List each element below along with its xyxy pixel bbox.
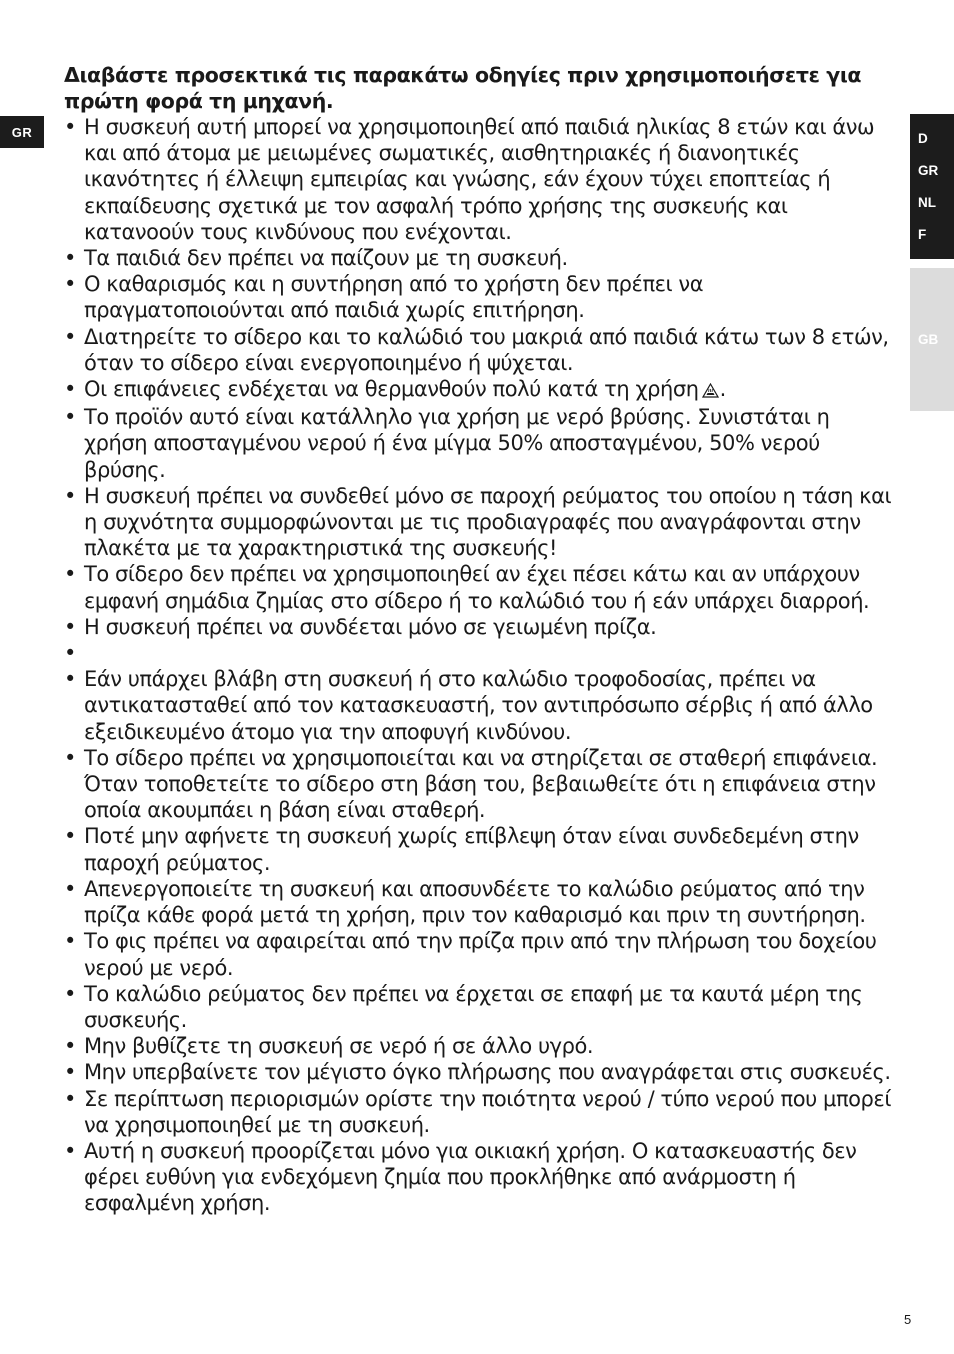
bullet: • [64,272,76,297]
list-item [64,245,894,271]
bullet: • [64,981,76,1006]
list-item [64,666,894,745]
list-item [64,1138,894,1217]
bullet: • [64,115,76,139]
instructions-list [64,114,894,1217]
bullet: • [64,667,76,692]
list-item-text: Η συσκευή πρέπει να συνδεθεί μόνο σε παροχή ρεύματος του οποίου η τάση και η συχνότητα συμμορφώνονται με τις προδιαγραφές που αναγράφονται στην πλακέτα με τα χαρακτηριστικά της συσκευής! [84,483,892,561]
language-index-current [910,114,954,259]
list-item [64,404,894,483]
language-index-item: GR [918,163,939,178]
list-item [64,614,894,640]
list-item-text-suffix: . [719,377,726,402]
bullet: • [64,1138,76,1163]
bullet: • [64,1034,76,1059]
page-number: 5 [904,1312,912,1327]
instructions-heading: Διαβάστε προσεκτικά τις παρακάτω οδηγίες πριν χρησιμοποιήσετε για πρώτη φορά τη μηχανή. [64,63,862,113]
bullet: • [64,929,76,954]
bullet: • [64,876,76,901]
list-item [64,745,894,824]
list-item [64,324,894,376]
hot-surface-warning-icon [702,378,719,404]
bullet: • [64,405,76,430]
list-item [64,876,894,928]
list-item-text: Το φις πρέπει να αφαιρείται από την πρίζα πριν από την πλήρωση του δοχείου νερού με νερό. [84,929,877,980]
list-item-text: Το προϊόν αυτό είναι κατάλληλο για χρήση με νερό βρύσης. Συνιστάται η χρήση αποσταγμένου νερού ή ένα μίγμα 50% αποσταγμένου, 50% νερού βρύσης. [84,405,830,482]
list-item [64,483,894,562]
language-tab-label: GR [11,124,33,140]
list-item-text: Η συσκευή πρέπει να συνδέεται μόνο σε γειωμένη πρίζα. [84,614,657,639]
bullet: • [64,1086,76,1111]
bullet: • [64,1060,76,1085]
list-item-text: Εάν υπάρχει βλάβη στη συσκευή ή στο καλώδιο τροφοδοσίας, πρέπει να αντικατασταθεί από τον κατασκευαστή, τον αντιπρόσωπο σέρβις ή από άλλο εξειδικευμένο άτομο για την αποφυγή κινδύνου. [84,667,873,744]
bullet: • [64,483,76,508]
safety-instructions [64,62,894,1217]
list-item-text: Απενεργοποιείτε τη συσκευή και αποσυνδέετε το καλώδιο ρεύματος από την πρίζα κάθε φορά μετά τη χρήση, πριν τον καθαρισμό και πριν τη συντήρηση. [84,876,866,928]
list-item [64,271,894,323]
language-index-item: D [918,131,928,146]
list-item-text: Τα παιδιά δεν πρέπει να παίζουν με τη συσκευή. [84,246,568,271]
list-item [64,561,894,613]
list-item-text: Μην βυθίζετε τη συσκευή σε νερό ή σε άλλο υγρό. [84,1034,594,1059]
bullet: • [64,641,76,666]
list-item [64,823,894,875]
list-item [64,376,894,404]
list-item [64,1086,894,1138]
bullet: • [64,562,76,587]
list-item-text: Το καλώδιο ρεύματος δεν πρέπει να έρχεται σε επαφή με τα καυτά μέρη της συσκευής. [84,981,863,1032]
list-item-text: Ο καθαρισμός και η συντήρηση από το χρήστη δεν πρέπει να πραγματοποιούνται από παιδιά χωρίς επιτήρηση. [84,272,704,323]
list-item-empty [64,640,894,666]
list-item [64,928,894,980]
language-index-item: F [918,227,927,242]
list-item-text: Μην υπερβαίνετε τον μέγιστο όγκο πλήρωσης που αναγράφεται στις συσκευές. [84,1060,891,1085]
bullet: • [64,377,76,402]
list-item-text: Αυτή η συσκευή προορίζεται μόνο για οικιακή χρήση. Ο κατασκευαστής δεν φέρει ευθύνη για ενδεχόμενη ζημία που προκλήθηκε από ανάρμοστη ή εσφαλμένη χρήση. [84,1138,857,1216]
list-item-text: Η συσκευή αυτή μπορεί να χρησιμοποιηθεί από παιδιά ηλικίας 8 ετών και άνω και από άτομα με μειωμένες σωματικές, αισθητηριακές ή διανοητικές ικανότητες ή έλλειψη εμπειρίας και γνώσης, εάν έχουν τύχει εποπτείας ή εκπαίδευσης σχετικά με τον ασφαλή τρόπο χρήσης της συσκευής και κατανοούν τους κινδύνους που ενέχονται. [84,115,875,244]
list-item [64,1059,894,1085]
list-item-text: Το σίδερο πρέπει να χρησιμοποιείται και να στηρίζεται σε σταθερή επιφάνεια. Όταν τοποθετείτε το σίδερο στη βάση του, βεβαιωθείτε ότι η επιφάνεια στην οποία ακουμπάει η βάση είναι σταθερή. [84,745,878,823]
list-item-text: Σε περίπτωση περιορισμών ορίστε την ποιότητα νερού / τύπο νερού που μπορεί να χρησιμοποιηθεί με τη συσκευή. [84,1086,891,1137]
list-item-text: Το σίδερο δεν πρέπει να χρησιμοποιηθεί αν έχει πέσει κάτω και αν υπάρχουν εμφανή σημάδια ζημίας στο σίδερο ή το καλώδιό του ή εάν υπάρχει διαρροή. [84,562,870,613]
list-item [64,1033,894,1059]
list-item [64,114,894,245]
bullet: • [64,614,76,639]
bullet: • [64,324,76,349]
bullet: • [64,246,76,271]
list-item [64,981,894,1033]
language-index-item: GB [918,332,939,347]
language-index-item: NL [918,195,936,210]
list-item-text: Ποτέ μην αφήνετε τη συσκευή χωρίς επίβλεψη όταν είναι συνδεδεμένη στην παροχή ρεύματος. [84,824,859,875]
language-index-other [910,268,954,411]
bullet: • [64,824,76,849]
list-item-text: Διατηρείτε το σίδερο και το καλώδιό του μακριά από παιδιά κάτω των 8 ετών, όταν το σίδερο είναι ενεργοποιημένο ή ψύχεται. [84,324,889,375]
language-tab-gr-left [0,116,44,148]
bullet: • [64,745,76,770]
list-item-text: Οι επιφάνειες ενδέχεται να θερμανθούν πολύ κατά τη χρήση [84,377,699,402]
